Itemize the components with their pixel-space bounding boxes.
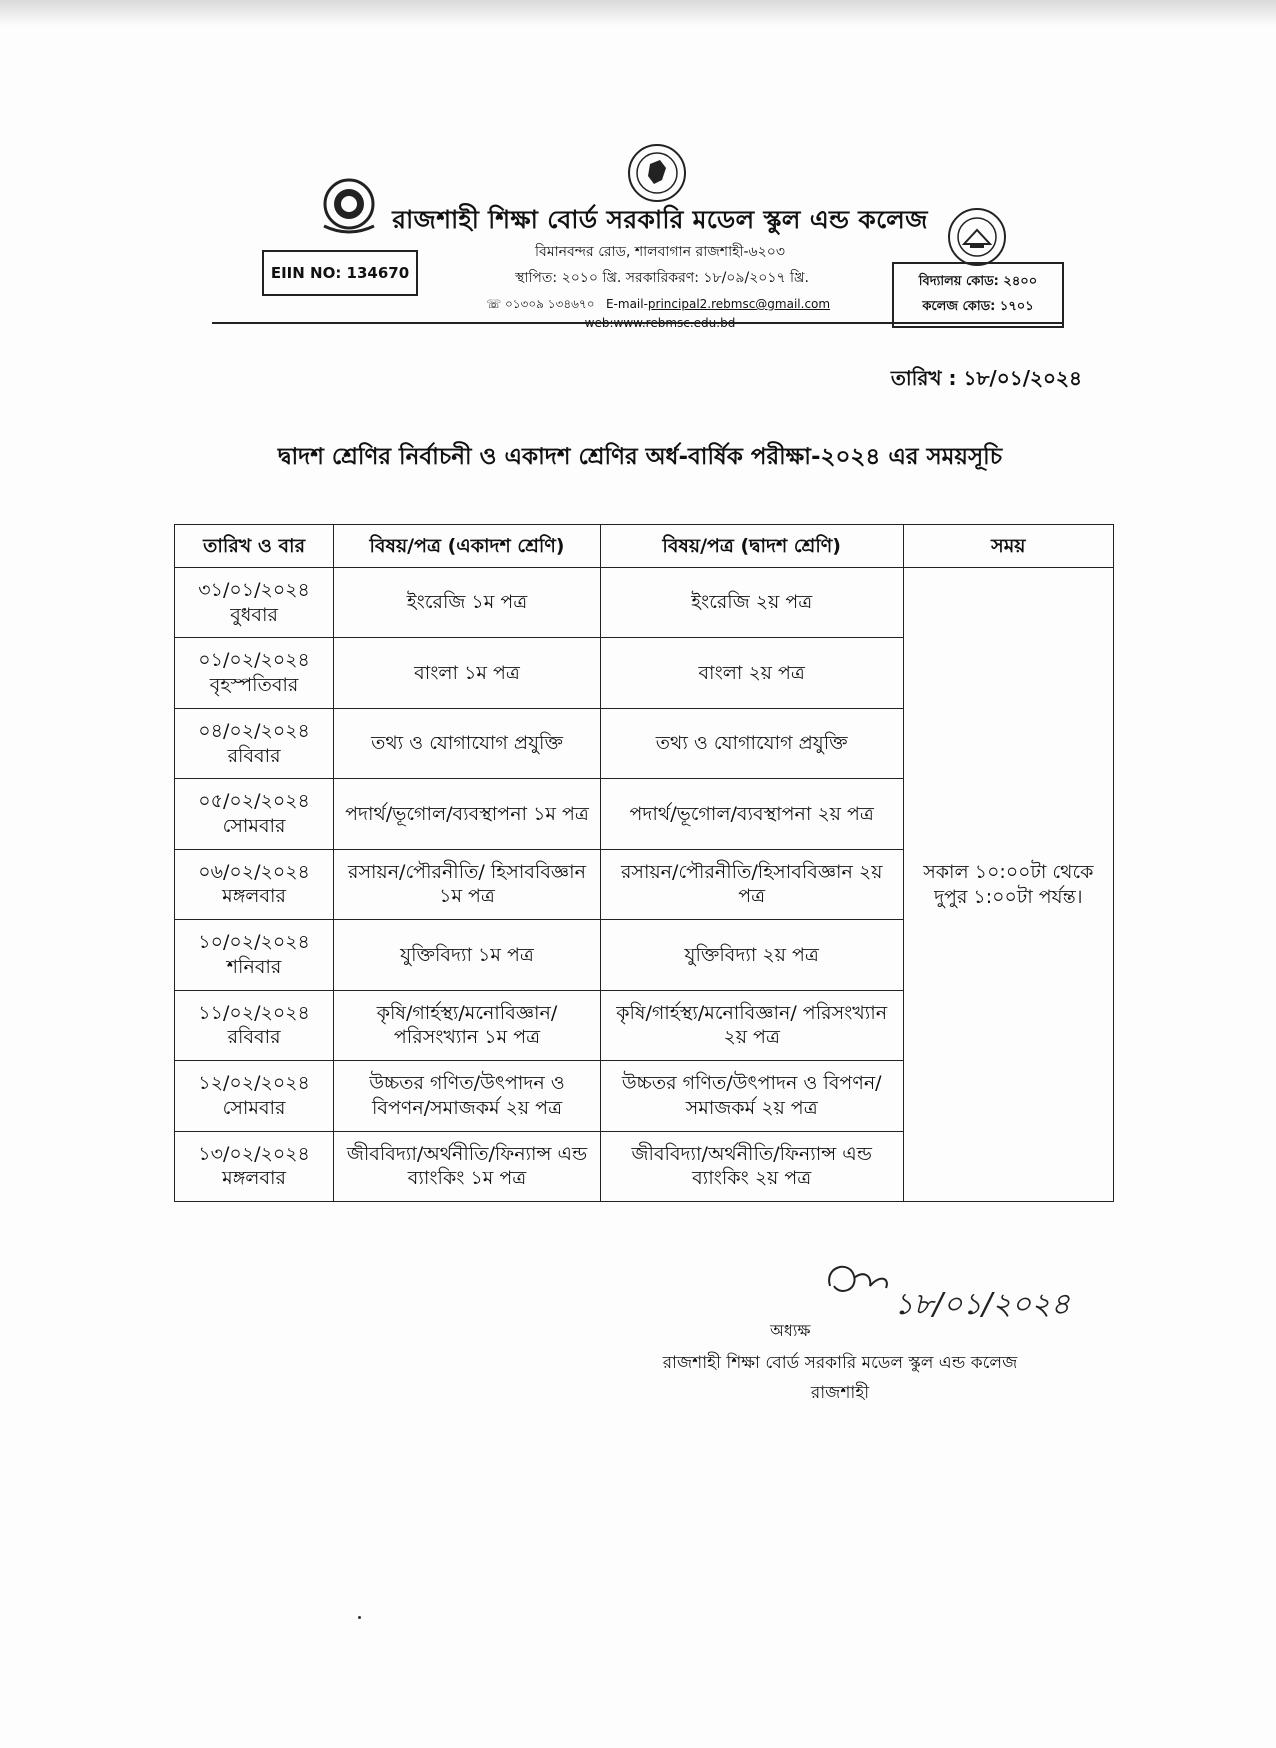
class-11-subject: জীববিদ্যা/অর্থনীতি/ফিন্যান্স এন্ড ব্যাংকিং ১ম পত্র [334, 1131, 601, 1202]
signatory-designation: অধ্যক্ষ [770, 1321, 811, 1340]
class-12-subject: ইংরেজি ২য় পত্র [600, 568, 903, 638]
date-cell [175, 568, 334, 638]
document-date: তারিখ : ১৮/০১/২০২৪ [890, 366, 1082, 390]
date-cell [175, 990, 334, 1060]
exam-day: মঙ্গলবার [222, 1167, 286, 1190]
date-cell [175, 779, 334, 849]
email-link[interactable]: principal2.rebmsc@gmail.com [647, 297, 831, 311]
class-11-subject: যুক্তিবিদ্যা ১ম পত্র [334, 920, 601, 990]
exam-time: সকাল ১০:০০টা থেকে দুপুর ১:০০টা পর্যন্ত। [903, 568, 1113, 1202]
document-title: দ্বাদশ শ্রেণির নির্বাচনী ও একাদশ শ্রেণির অর্ধ-বার্ষিক পরীক্ষা-২০২৪ এর সময়সূচি [277, 444, 1003, 470]
exam-day: শনিবার [226, 955, 282, 978]
class-11-subject: কৃষি/গার্হস্থ্য/মনোবিজ্ঞান/ পরিসংখ্যান ১ম পত্র [334, 990, 601, 1060]
exam-day: বুধবার [230, 603, 278, 626]
phone-number: ০১৩০৯ ১৩৪৬৭০ [504, 297, 595, 311]
signatory-city: রাজশাহী [810, 1383, 870, 1403]
header-date: তারিখ ও বার [175, 525, 334, 568]
institution-established: স্থাপিত: ২০১০ খ্রি. সরকারিকরণ: ১৮/০৯/২০১৭ খ্রি. [515, 270, 809, 286]
exam-date: ১১/০২/২০২৪ [198, 1001, 310, 1024]
exam-day: রবিবার [227, 744, 281, 767]
scan-speck [358, 1616, 361, 1619]
institution-logo [318, 176, 380, 238]
code-box [892, 262, 1064, 328]
class-12-subject: পদার্থ/ভূগোল/ব্যবস্থাপনা ২য় পত্র [600, 779, 903, 849]
signature-date: ১৮/০১/২০২৪ [894, 1287, 1071, 1322]
exam-day: রবিবার [227, 1026, 281, 1049]
institution-contact [430, 296, 890, 330]
exam-date: ০৪/০২/২০২৪ [198, 719, 310, 742]
government-seal [626, 142, 688, 204]
eiin-number: EIIN NO: 134670 [270, 264, 410, 282]
exam-date: ৩১/০১/২০২৪ [198, 579, 310, 602]
class-12-subject: রসায়ন/পৌরনীতি/হিসাববিজ্ঞান ২য় পত্র [600, 849, 903, 919]
header-time: সময় [903, 525, 1113, 568]
principal-signature [820, 1256, 1080, 1336]
class-11-subject: ইংরেজি ১ম পত্র [334, 568, 601, 638]
website-link[interactable]: web:www.rebmsc.edu.bd [584, 316, 736, 330]
phone-icon: ☏ [486, 297, 502, 311]
class-12-subject: তথ্য ও যোগাযোগ প্রযুক্তি [600, 708, 903, 778]
class-11-subject: বাংলা ১ম পত্র [334, 638, 601, 708]
class-12-subject: উচ্চতর গণিত/উৎপাদন ও বিপণন/সমাজকর্ম ২য় পত্র [600, 1061, 903, 1131]
exam-date: ০১/০২/২০২৪ [198, 649, 310, 672]
class-12-subject: জীববিদ্যা/অর্থনীতি/ফিন্যান্স এন্ড ব্যাংকিং ২য় পত্র [600, 1131, 903, 1202]
date-cell [175, 1061, 334, 1131]
table-header-row [175, 525, 1114, 568]
date-cell [175, 638, 334, 708]
date-cell [175, 708, 334, 778]
exam-day: বৃহস্পতিবার [209, 674, 299, 697]
institution-address: বিমানবন্দর রোড, শালবাগান রাজশাহী-৬২০৩ [535, 244, 785, 260]
class-11-subject: তথ্য ও যোগাযোগ প্রযুক্তি [334, 708, 601, 778]
college-code: কলেজ কোড: ১৭০১ [922, 299, 1034, 314]
institution-name: রাজশাহী শিক্ষা বোর্ড সরকারি মডেল স্কুল এন্ড কলেজ [392, 205, 928, 234]
eiin-box [262, 250, 418, 296]
class-12-subject: কৃষি/গার্হস্থ্য/মনোবিজ্ঞান/ পরিসংখ্যান ২য় পত্র [600, 990, 903, 1060]
exam-day: মঙ্গলবার [222, 885, 286, 908]
exam-day: সোমবার [222, 1096, 286, 1119]
exam-routine-table [174, 524, 1114, 1202]
exam-date: ০৬/০২/২০২৪ [198, 860, 310, 883]
date-cell [175, 849, 334, 919]
date-cell [175, 1131, 334, 1202]
signatory-institution: রাজশাহী শিক্ষা বোর্ড সরকারি মডেল স্কুল এন্ড কলেজ [662, 1353, 1018, 1373]
school-code: বিদ্যালয় কোড: ২৪০০ [918, 274, 1038, 289]
exam-date: ১০/০২/২০২৪ [198, 931, 310, 954]
email-label: E-mail- [605, 297, 648, 311]
exam-date: ১২/০২/২০২৪ [198, 1072, 310, 1095]
education-board-logo [946, 206, 1008, 268]
class-12-subject: যুক্তিবিদ্যা ২য় পত্র [600, 920, 903, 990]
scan-edge [0, 0, 1276, 26]
header-class-12: বিষয়/পত্র (দ্বাদশ শ্রেণি) [600, 525, 903, 568]
date-cell [175, 920, 334, 990]
class-11-subject: রসায়ন/পৌরনীতি/ হিসাববিজ্ঞান ১ম পত্র [334, 849, 601, 919]
exam-date: ১৩/০২/২০২৪ [198, 1142, 310, 1165]
exam-date: ০৫/০২/২০২৪ [198, 790, 310, 813]
class-11-subject: পদার্থ/ভূগোল/ব্যবস্থাপনা ১ম পত্র [334, 779, 601, 849]
header-class-11: বিষয়/পত্র (একাদশ শ্রেণি) [334, 525, 601, 568]
class-12-subject: বাংলা ২য় পত্র [600, 638, 903, 708]
class-11-subject: উচ্চতর গণিত/উৎপাদন ও বিপণন/সমাজকর্ম ২য় পত্র [334, 1061, 601, 1131]
exam-day: সোমবার [222, 815, 286, 838]
table-row [175, 568, 1114, 638]
letterhead-divider [212, 322, 1062, 324]
